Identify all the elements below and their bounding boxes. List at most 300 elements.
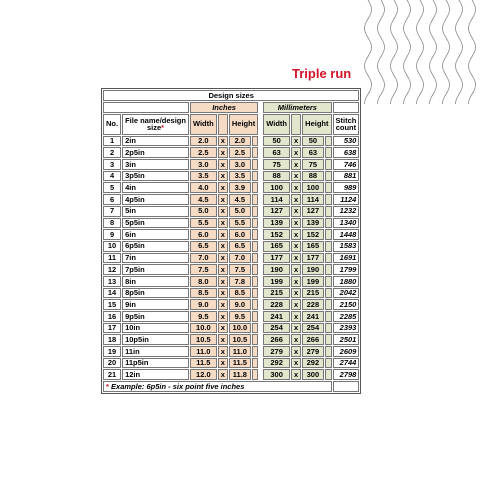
row-number: 14 <box>103 288 121 299</box>
row-gap <box>259 334 262 345</box>
row-mm-pad <box>325 194 332 205</box>
row-mm-pad <box>325 346 332 357</box>
row-mm-x: x <box>291 299 301 310</box>
row-number: 2 <box>103 147 121 158</box>
row-mm-x: x <box>291 311 301 322</box>
row-gap <box>259 323 262 334</box>
table-row <box>103 206 359 217</box>
row-in-width: 7.0 <box>190 253 217 264</box>
row-file-name: 8p5in <box>122 288 189 299</box>
row-file-name: 3in <box>122 159 189 170</box>
row-in-x: x <box>218 159 228 170</box>
row-in-width: 2.5 <box>190 147 217 158</box>
row-mm-width: 190 <box>263 264 290 275</box>
row-in-width: 4.5 <box>190 194 217 205</box>
row-in-pad <box>252 182 258 193</box>
row-mm-width: 241 <box>263 311 290 322</box>
row-number: 3 <box>103 159 121 170</box>
table-row <box>103 323 359 334</box>
row-in-pad <box>252 369 258 380</box>
row-in-width: 10.5 <box>190 334 217 345</box>
row-in-x: x <box>218 369 228 380</box>
row-mm-width: 165 <box>263 241 290 252</box>
wavy-line <box>378 0 385 104</box>
row-stitch-count: 2798 <box>333 369 360 380</box>
row-mm-pad <box>325 241 332 252</box>
row-in-height: 5.0 <box>229 206 251 217</box>
row-in-width: 12.0 <box>190 369 217 380</box>
row-mm-pad <box>325 206 332 217</box>
row-gap <box>259 194 262 205</box>
row-in-pad <box>252 241 258 252</box>
row-in-height: 11.0 <box>229 346 251 357</box>
row-in-x: x <box>218 147 228 158</box>
row-mm-width: 279 <box>263 346 290 357</box>
row-mm-x: x <box>291 369 301 380</box>
row-in-width: 3.0 <box>190 159 217 170</box>
table-row <box>103 171 359 182</box>
page-title: Triple run <box>292 66 352 81</box>
col-mm-height-header: Height <box>302 114 331 135</box>
row-mm-width: 254 <box>263 323 290 334</box>
row-mm-pad <box>325 323 332 334</box>
row-mm-width: 100 <box>263 182 290 193</box>
row-in-height: 8.5 <box>229 288 251 299</box>
row-mm-width: 88 <box>263 171 290 182</box>
row-file-name: 9p5in <box>122 311 189 322</box>
table-row <box>103 264 359 275</box>
row-mm-x: x <box>291 159 301 170</box>
row-gap <box>259 171 262 182</box>
row-in-pad <box>252 276 258 287</box>
row-mm-height: 266 <box>302 334 323 345</box>
row-mm-x: x <box>291 182 301 193</box>
row-file-name: 10p5in <box>122 334 189 345</box>
wavy-line <box>443 0 450 104</box>
row-mm-x: x <box>291 253 301 264</box>
col-stitch-count-header: Stitch count <box>333 114 360 135</box>
row-gap <box>259 218 262 229</box>
row-in-height: 10.0 <box>229 323 251 334</box>
row-number: 20 <box>103 358 121 369</box>
table-row <box>103 369 359 380</box>
row-in-width: 2.0 <box>190 136 217 147</box>
row-number: 16 <box>103 311 121 322</box>
row-gap <box>259 346 262 357</box>
row-in-width: 3.5 <box>190 171 217 182</box>
row-mm-x: x <box>291 358 301 369</box>
col-no-header: No. <box>103 114 121 135</box>
table-row <box>103 229 359 240</box>
row-file-name: 2p5in <box>122 147 189 158</box>
row-mm-pad <box>325 311 332 322</box>
row-in-height: 3.0 <box>229 159 251 170</box>
row-number: 4 <box>103 171 121 182</box>
row-in-pad <box>252 136 258 147</box>
row-mm-x: x <box>291 346 301 357</box>
row-in-pad <box>252 171 258 182</box>
row-stitch-count: 2501 <box>333 334 360 345</box>
row-mm-pad <box>325 369 332 380</box>
header-spacer <box>103 102 189 113</box>
design-sizes-table <box>101 88 361 394</box>
row-in-pad <box>252 346 258 357</box>
row-gap <box>259 229 262 240</box>
row-mm-x: x <box>291 194 301 205</box>
row-in-x: x <box>218 358 228 369</box>
row-in-height: 6.0 <box>229 229 251 240</box>
row-in-height: 7.5 <box>229 264 251 275</box>
wavy-line <box>365 0 372 104</box>
row-number: 15 <box>103 299 121 310</box>
row-file-name: 9in <box>122 299 189 310</box>
table-row <box>103 182 359 193</box>
row-number: 10 <box>103 241 121 252</box>
row-file-name: 6p5in <box>122 241 189 252</box>
row-in-pad <box>252 288 258 299</box>
row-mm-x: x <box>291 288 301 299</box>
col-in-height-header: Height <box>229 114 258 135</box>
row-number: 11 <box>103 253 121 264</box>
table-row <box>103 346 359 357</box>
row-in-height: 5.5 <box>229 218 251 229</box>
table-row <box>103 218 359 229</box>
row-in-width: 6.0 <box>190 229 217 240</box>
row-gap <box>259 241 262 252</box>
table-row <box>103 136 359 147</box>
row-mm-x: x <box>291 264 301 275</box>
row-mm-width: 50 <box>263 136 290 147</box>
row-in-x: x <box>218 323 228 334</box>
col-in-width-header: Width <box>190 114 217 135</box>
row-in-x: x <box>218 194 228 205</box>
row-file-name: 7p5in <box>122 264 189 275</box>
row-gap <box>259 311 262 322</box>
row-in-x: x <box>218 334 228 345</box>
row-in-x: x <box>218 299 228 310</box>
table-caption: Design sizes <box>103 90 359 101</box>
row-mm-x: x <box>291 323 301 334</box>
row-stitch-count: 530 <box>333 136 360 147</box>
row-in-x: x <box>218 311 228 322</box>
row-mm-pad <box>325 229 332 240</box>
row-in-pad <box>252 218 258 229</box>
row-gap <box>259 369 262 380</box>
wavy-line <box>417 0 424 104</box>
row-mm-height: 88 <box>302 171 323 182</box>
row-mm-pad <box>325 358 332 369</box>
row-gap <box>259 264 262 275</box>
row-mm-width: 63 <box>263 147 290 158</box>
row-mm-width: 139 <box>263 218 290 229</box>
row-in-pad <box>252 334 258 345</box>
row-stitch-count: 638 <box>333 147 360 158</box>
row-mm-height: 127 <box>302 206 323 217</box>
wavy-line <box>456 0 463 104</box>
row-in-x: x <box>218 182 228 193</box>
row-mm-height: 177 <box>302 253 323 264</box>
row-mm-pad <box>325 299 332 310</box>
row-in-pad <box>252 147 258 158</box>
row-mm-x: x <box>291 206 301 217</box>
row-number: 5 <box>103 182 121 193</box>
row-stitch-count: 1340 <box>333 218 360 229</box>
row-mm-pad <box>325 288 332 299</box>
row-in-x: x <box>218 288 228 299</box>
row-mm-height: 100 <box>302 182 323 193</box>
row-mm-pad <box>325 182 332 193</box>
row-mm-pad <box>325 218 332 229</box>
row-in-pad <box>252 264 258 275</box>
row-in-height: 7.8 <box>229 276 251 287</box>
row-in-width: 9.0 <box>190 299 217 310</box>
row-mm-width: 292 <box>263 358 290 369</box>
row-number: 17 <box>103 323 121 334</box>
row-in-x: x <box>218 276 228 287</box>
row-in-pad <box>252 358 258 369</box>
row-mm-width: 152 <box>263 229 290 240</box>
row-mm-width: 177 <box>263 253 290 264</box>
table-row <box>103 159 359 170</box>
row-file-name: 3p5in <box>122 171 189 182</box>
row-gap <box>259 206 262 217</box>
col-in-x-header <box>218 114 228 135</box>
row-stitch-count: 746 <box>333 159 360 170</box>
row-in-height: 2.0 <box>229 136 251 147</box>
row-gap <box>259 358 262 369</box>
table-row <box>103 147 359 158</box>
row-in-width: 8.0 <box>190 276 217 287</box>
row-stitch-count: 2393 <box>333 323 360 334</box>
wavy-line <box>469 0 476 104</box>
row-mm-x: x <box>291 136 301 147</box>
footnote: * Example: 6p5in - six point five inches <box>103 381 332 392</box>
row-mm-height: 199 <box>302 276 323 287</box>
row-mm-width: 75 <box>263 159 290 170</box>
row-in-width: 6.5 <box>190 241 217 252</box>
row-in-height: 3.9 <box>229 182 251 193</box>
row-stitch-count: 1232 <box>333 206 360 217</box>
row-in-width: 10.0 <box>190 323 217 334</box>
row-in-pad <box>252 323 258 334</box>
inches-group-header: Inches <box>190 102 258 113</box>
row-mm-height: 165 <box>302 241 323 252</box>
row-in-height: 9.0 <box>229 299 251 310</box>
row-in-x: x <box>218 264 228 275</box>
row-gap <box>259 299 262 310</box>
row-mm-height: 50 <box>302 136 323 147</box>
row-mm-width: 300 <box>263 369 290 380</box>
row-in-height: 7.0 <box>229 253 251 264</box>
row-file-name: 4p5in <box>122 194 189 205</box>
row-gap <box>259 288 262 299</box>
row-mm-height: 300 <box>302 369 323 380</box>
row-mm-x: x <box>291 171 301 182</box>
table-row <box>103 288 359 299</box>
row-in-x: x <box>218 206 228 217</box>
wavy-lines-decoration <box>360 0 480 105</box>
header-spacer <box>333 102 360 113</box>
table-row <box>103 299 359 310</box>
row-mm-x: x <box>291 241 301 252</box>
row-stitch-count: 989 <box>333 182 360 193</box>
wavy-line <box>430 0 437 104</box>
row-mm-height: 152 <box>302 229 323 240</box>
row-in-x: x <box>218 346 228 357</box>
row-file-name: 11in <box>122 346 189 357</box>
col-mm-width-header: Width <box>263 114 290 135</box>
row-in-height: 4.5 <box>229 194 251 205</box>
row-mm-x: x <box>291 276 301 287</box>
row-mm-pad <box>325 159 332 170</box>
row-mm-height: 190 <box>302 264 323 275</box>
row-in-height: 2.5 <box>229 147 251 158</box>
row-mm-height: 75 <box>302 159 323 170</box>
row-in-pad <box>252 311 258 322</box>
table-row <box>103 276 359 287</box>
table-row <box>103 334 359 345</box>
row-mm-height: 139 <box>302 218 323 229</box>
row-in-width: 8.5 <box>190 288 217 299</box>
row-mm-height: 215 <box>302 288 323 299</box>
row-mm-height: 228 <box>302 299 323 310</box>
row-stitch-count: 1880 <box>333 276 360 287</box>
wavy-line <box>404 0 411 104</box>
row-stitch-count: 2285 <box>333 311 360 322</box>
row-in-pad <box>252 206 258 217</box>
row-in-width: 5.0 <box>190 206 217 217</box>
row-mm-pad <box>325 276 332 287</box>
col-mm-x-header <box>291 114 301 135</box>
row-file-name: 11p5in <box>122 358 189 369</box>
row-stitch-count: 2609 <box>333 346 360 357</box>
row-mm-height: 279 <box>302 346 323 357</box>
row-mm-width: 266 <box>263 334 290 345</box>
row-mm-height: 254 <box>302 323 323 334</box>
row-in-height: 3.5 <box>229 171 251 182</box>
row-number: 13 <box>103 276 121 287</box>
row-in-x: x <box>218 253 228 264</box>
row-stitch-count: 1124 <box>333 194 360 205</box>
row-stitch-count: 1691 <box>333 253 360 264</box>
row-in-height: 6.5 <box>229 241 251 252</box>
row-file-name: 5in <box>122 206 189 217</box>
row-file-name: 5p5in <box>122 218 189 229</box>
row-in-x: x <box>218 218 228 229</box>
row-in-x: x <box>218 241 228 252</box>
row-in-pad <box>252 229 258 240</box>
row-stitch-count: 2150 <box>333 299 360 310</box>
row-file-name: 8in <box>122 276 189 287</box>
row-file-name: 2in <box>122 136 189 147</box>
row-number: 12 <box>103 264 121 275</box>
row-mm-pad <box>325 171 332 182</box>
col-file-name-header: File name/design size* <box>122 114 189 135</box>
row-stitch-count: 2744 <box>333 358 360 369</box>
row-number: 1 <box>103 136 121 147</box>
table-row <box>103 194 359 205</box>
row-mm-height: 292 <box>302 358 323 369</box>
row-mm-pad <box>325 136 332 147</box>
row-gap <box>259 159 262 170</box>
row-in-width: 9.5 <box>190 311 217 322</box>
row-in-width: 4.0 <box>190 182 217 193</box>
row-file-name: 12in <box>122 369 189 380</box>
row-mm-height: 63 <box>302 147 323 158</box>
row-number: 19 <box>103 346 121 357</box>
row-mm-pad <box>325 147 332 158</box>
row-mm-pad <box>325 253 332 264</box>
row-in-width: 11.0 <box>190 346 217 357</box>
row-mm-x: x <box>291 334 301 345</box>
row-in-pad <box>252 194 258 205</box>
row-in-pad <box>252 253 258 264</box>
row-file-name: 4in <box>122 182 189 193</box>
table-row <box>103 311 359 322</box>
row-stitch-count: 1448 <box>333 229 360 240</box>
row-gap <box>259 253 262 264</box>
row-gap <box>259 182 262 193</box>
row-gap <box>259 147 262 158</box>
row-in-x: x <box>218 171 228 182</box>
row-in-height: 9.5 <box>229 311 251 322</box>
row-mm-pad <box>325 264 332 275</box>
table-row <box>103 253 359 264</box>
row-mm-height: 114 <box>302 194 323 205</box>
row-file-name: 10in <box>122 323 189 334</box>
row-stitch-count: 1583 <box>333 241 360 252</box>
row-mm-width: 215 <box>263 288 290 299</box>
row-in-height: 10.5 <box>229 334 251 345</box>
table-row <box>103 358 359 369</box>
table-row <box>103 241 359 252</box>
millimeters-group-header: Millimeters <box>263 102 331 113</box>
row-mm-width: 114 <box>263 194 290 205</box>
row-in-pad <box>252 159 258 170</box>
row-mm-width: 199 <box>263 276 290 287</box>
row-mm-width: 127 <box>263 206 290 217</box>
row-number: 21 <box>103 369 121 380</box>
row-in-width: 7.5 <box>190 264 217 275</box>
row-in-x: x <box>218 229 228 240</box>
row-stitch-count: 881 <box>333 171 360 182</box>
row-number: 6 <box>103 194 121 205</box>
row-file-name: 6in <box>122 229 189 240</box>
row-mm-x: x <box>291 147 301 158</box>
row-in-width: 11.5 <box>190 358 217 369</box>
row-stitch-count: 2042 <box>333 288 360 299</box>
row-in-pad <box>252 299 258 310</box>
row-mm-x: x <box>291 218 301 229</box>
row-number: 18 <box>103 334 121 345</box>
row-number: 7 <box>103 206 121 217</box>
row-in-x: x <box>218 136 228 147</box>
footnote-spacer <box>333 381 360 392</box>
row-number: 8 <box>103 218 121 229</box>
row-in-height: 11.8 <box>229 369 251 380</box>
row-mm-height: 241 <box>302 311 323 322</box>
row-file-name: 7in <box>122 253 189 264</box>
row-number: 9 <box>103 229 121 240</box>
row-mm-width: 228 <box>263 299 290 310</box>
wavy-line <box>391 0 398 104</box>
row-mm-pad <box>325 334 332 345</box>
row-gap <box>259 276 262 287</box>
row-in-height: 11.5 <box>229 358 251 369</box>
row-in-width: 5.5 <box>190 218 217 229</box>
row-stitch-count: 1799 <box>333 264 360 275</box>
row-mm-x: x <box>291 229 301 240</box>
